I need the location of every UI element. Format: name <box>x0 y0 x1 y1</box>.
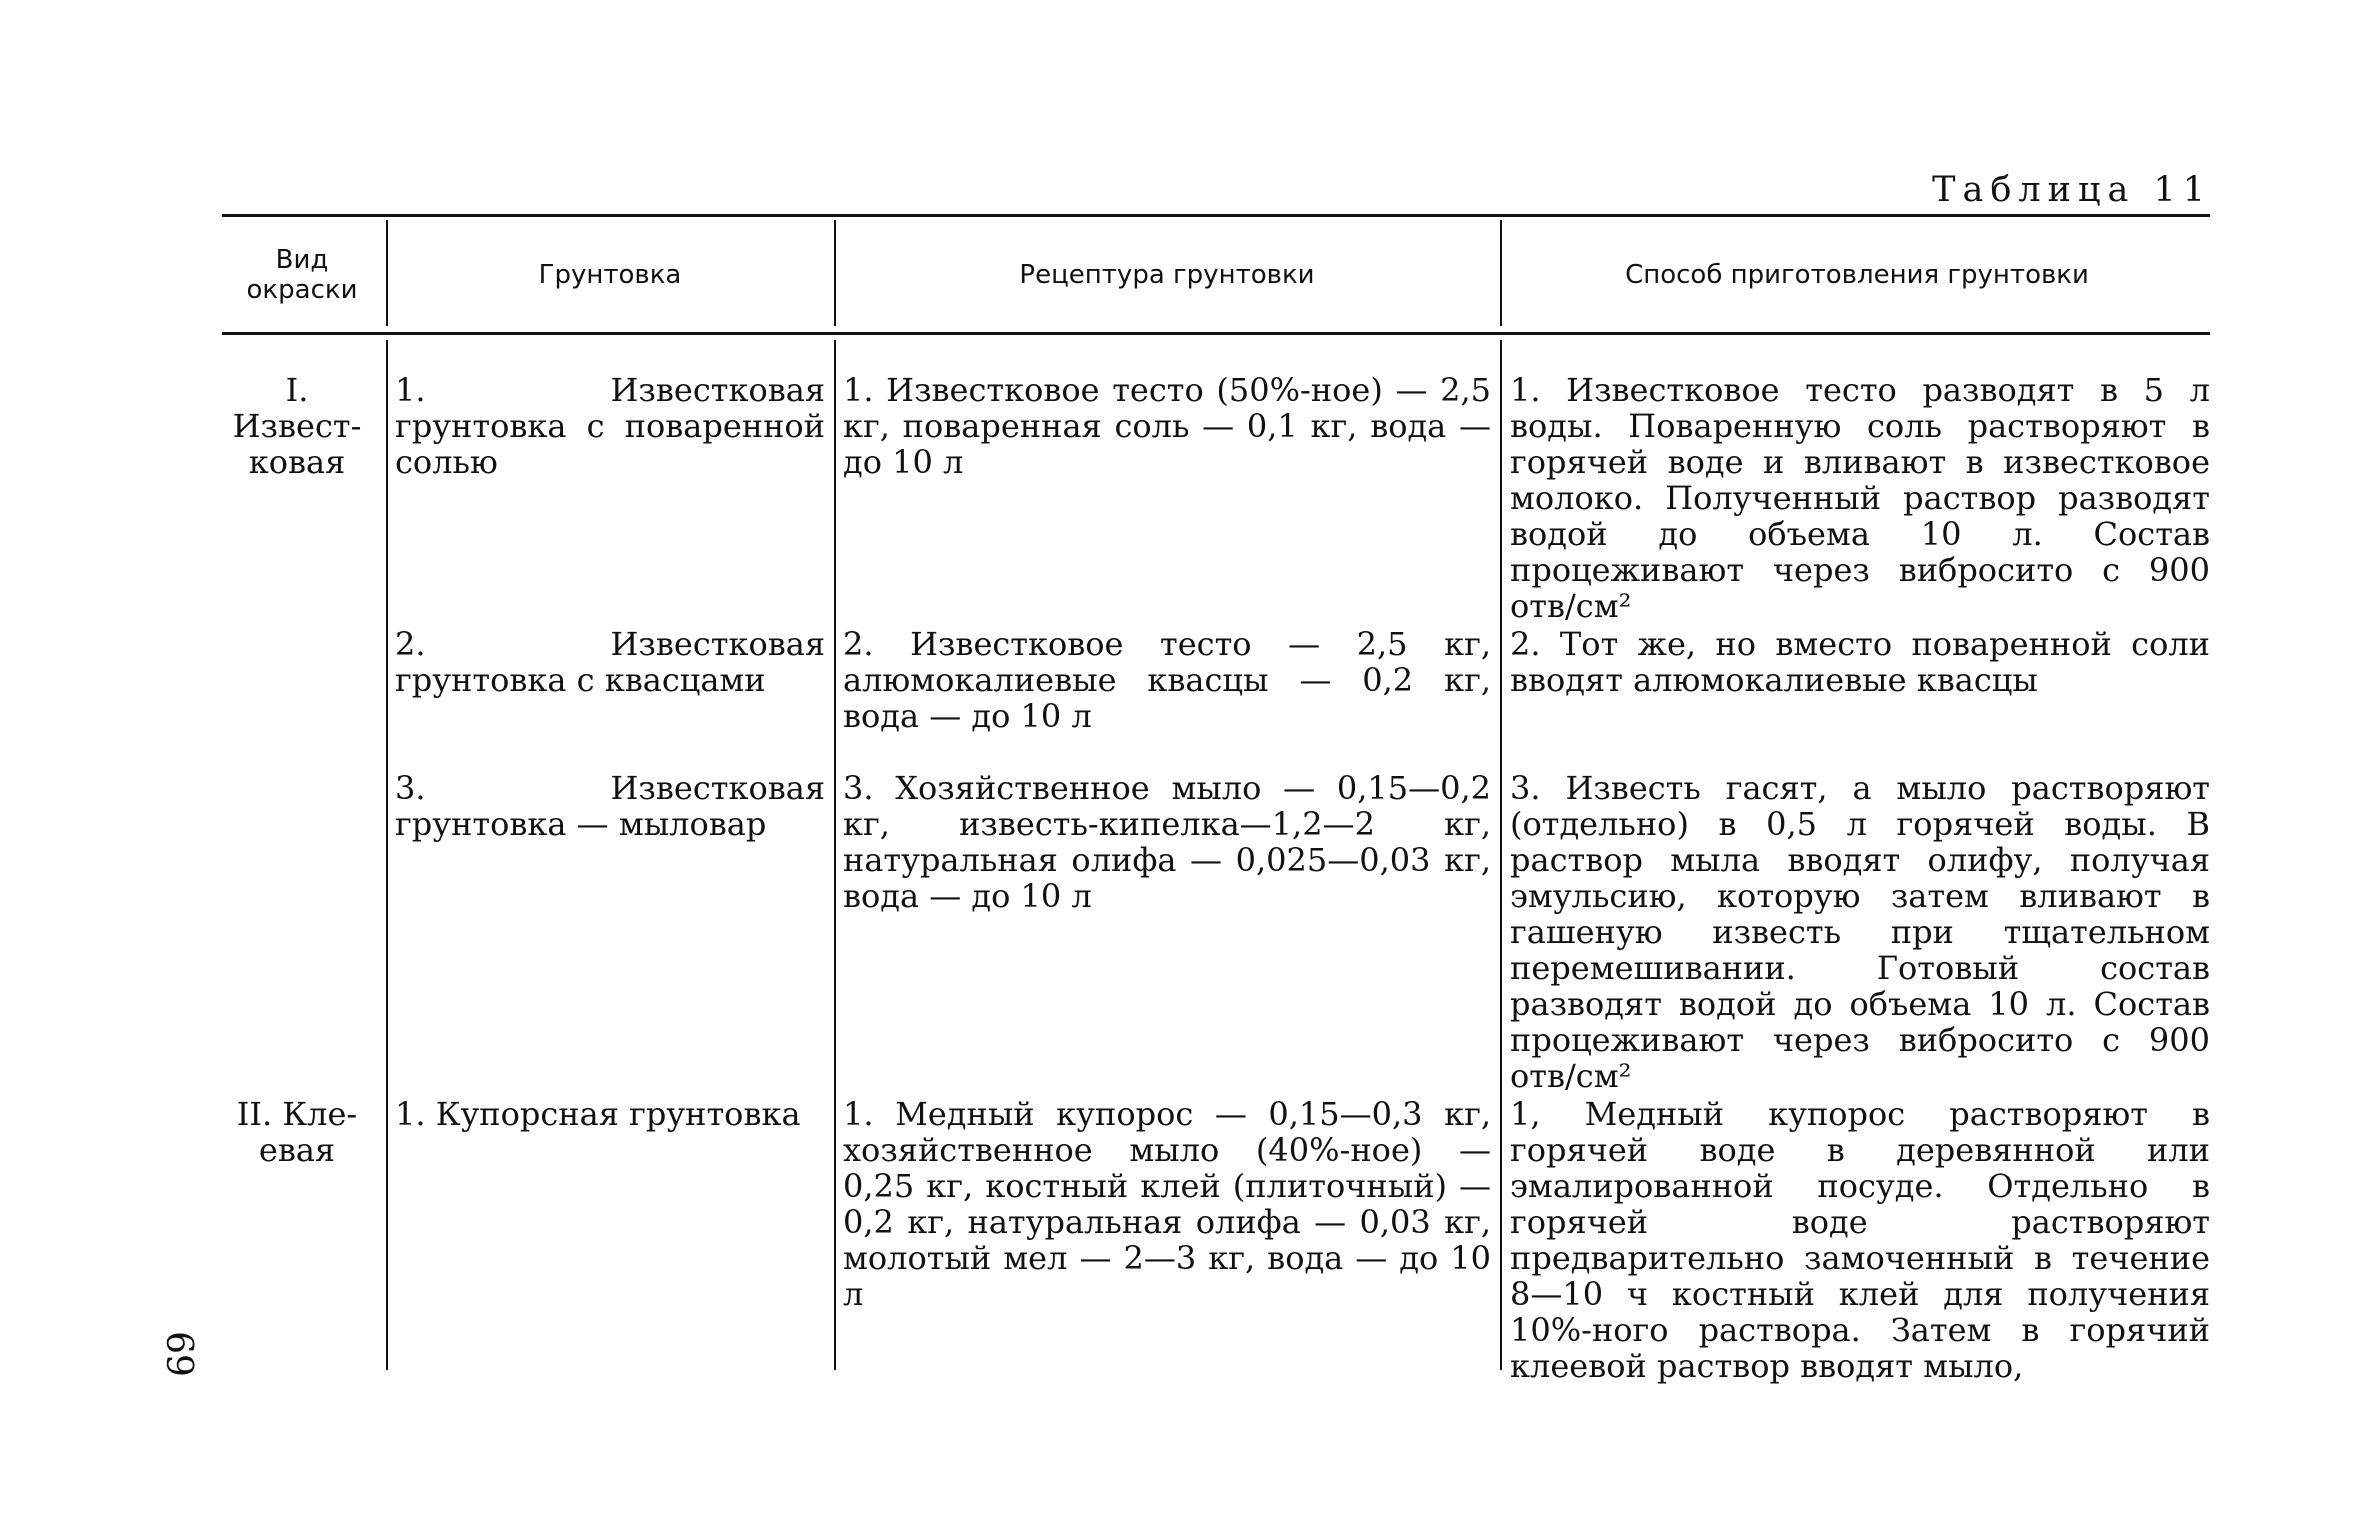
paint-type-lime: I. Извест- ковая <box>232 371 362 481</box>
header-paint-type: Вид окраски <box>246 245 358 305</box>
table-row: 1. Известковое тесто (50%-ное) — 2,5 кг, поваренная соль — 0,1 кг, вода — до 10 л <box>843 371 1491 481</box>
table-caption: Таблица 11 <box>1932 170 2212 210</box>
header-primer: Грунтовка <box>538 260 682 290</box>
header-method: Способ приготовления грунтовки <box>1625 260 2089 290</box>
header-bottom-rule <box>222 332 2210 335</box>
table-row: 2. Известковая грунтовка с квасцами <box>395 625 825 699</box>
page-number: 69 <box>158 1331 199 1377</box>
header-divider-3 <box>1500 220 1502 326</box>
table-row: 2. Известковое тесто — 2,5 кг, алюмокалиевые квасцы — 0,2 кг, вода — до 10 л <box>843 625 1491 735</box>
table-top-rule <box>222 214 2210 217</box>
table-row: 1. Известковое тесто разводят в 5 л воды. Поваренную соль растворяют в горячей воде и вливают в известковое молоко. Полученный раствор разводят водой до объема 10 л. Состав процеживают через вибросито с 900 отв/см² <box>1510 371 2210 625</box>
table-row: 3. Известковая грунтовка — мыловар <box>395 769 825 843</box>
body-divider-2 <box>834 340 836 1370</box>
table-row: 1. Известковая грунтовка с поваренной солью <box>395 371 825 481</box>
table-row: 1. Купорсная грунтовка <box>395 1095 801 1133</box>
paint-type-glue: II. Кле- евая <box>236 1095 358 1169</box>
table-row: 2. Тот же, но вместо поваренной соли вводят алюмокалиевые квасцы <box>1510 625 2210 699</box>
table-row: 1. Медный купорос — 0,15—0,3 кг, хозяйственное мыло (40%-ное) — 0,25 кг, костный клей (плиточный) — 0,2 кг, натуральная олифа — 0,03 кг, молотый мел — 2—3 кг, вода — до 10 л <box>843 1095 1491 1313</box>
table-row: 3. Хозяйственное мыло — 0,15—0,2 кг, известь-кипелка—1,2—2 кг, натуральная олифа — 0,025—0,03 кг, вода — до 10 л <box>843 769 1491 915</box>
header-divider-2 <box>834 220 836 326</box>
table-row: 1, Медный купорос растворяют в горячей воде в деревянной или эмалированной посуде. Отдельно в горячей воде растворяют предварительно замоченный в течение 8—10 ч костный клей для получения 10%-ного раствора. Затем в горячий клеевой раствор вводят мыло, <box>1510 1095 2210 1385</box>
body-divider-3 <box>1500 340 1502 1370</box>
body-divider-1 <box>386 340 388 1370</box>
table-row: 3. Известь гасят, а мыло растворяют (отдельно) в 0,5 л горячей воды. В раствор мыла вводят олифу, получая эмульсию, которую затем вливают в гашеную известь при тщательном перемешивании. Готовый состав разводят водой до объема 10 л. Состав процеживают через вибросито с 900 отв/см² <box>1510 769 2210 1095</box>
header-divider-1 <box>386 220 388 326</box>
header-recipe: Рецептура грунтовки <box>1019 260 1315 290</box>
